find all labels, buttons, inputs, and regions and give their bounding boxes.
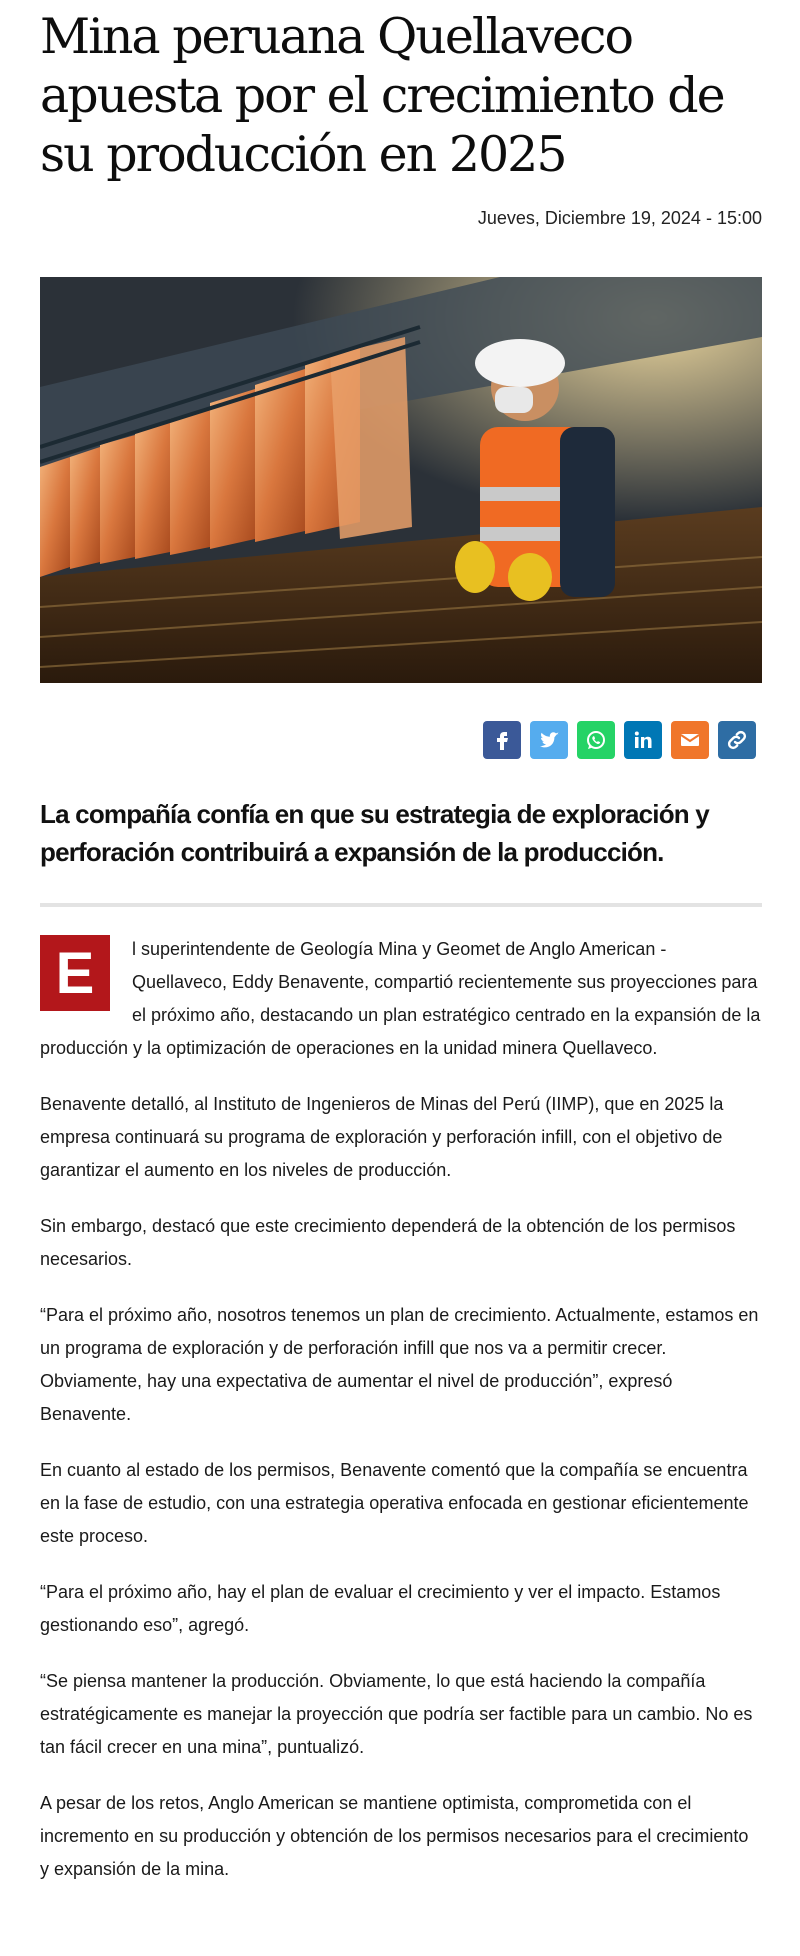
body-paragraph-text: l superintendente de Geología Mina y Geomet de Anglo American - Quellaveco, Eddy Benavente, compartió recientemente sus proyecciones para el próximo año, destacando un plan estratégico centrado en la expansión de la producción y la optimización de operaciones en la unidad minera Quellaveco. [40, 939, 761, 1058]
divider [40, 903, 762, 907]
link-icon [725, 728, 749, 752]
article-date: Jueves, Diciembre 19, 2024 - 15:00 [477, 208, 762, 228]
article-lead: La compañía confía en que su estrategia de exploración y perforación contribuirá a expansión de la producción. [40, 799, 709, 867]
article-title: Mina peruana Quellaveco apuesta por el crecimiento de su producción en 2025 [40, 8, 724, 183]
copper-refinery-illustration [40, 277, 762, 683]
email-icon [678, 728, 702, 752]
body-paragraph: A pesar de los retos, Anglo American se mantiene optimista, comprometida con el incremento en su producción y obtención de los permisos necesarios para el crecimiento y expansión de la mina. [40, 1793, 749, 1879]
facebook-share-button[interactable] [483, 721, 521, 759]
body-paragraph: Benavente detalló, al Instituto de Ingenieros de Minas del Perú (IIMP), que en 2025 la empresa continuará su programa de exploración y perforación infill, con el objetivo de garantizar el aumento en los niveles de producción. [40, 1094, 724, 1180]
whatsapp-icon [584, 728, 608, 752]
dropcap: E [40, 935, 110, 1011]
twitter-share-button[interactable] [530, 721, 568, 759]
article [40, 0, 762, 1909]
body-paragraph: “Para el próximo año, hay el plan de evaluar el crecimiento y ver el impacto. Estamos gestionando eso”, agregó. [40, 1582, 721, 1635]
twitter-icon [537, 728, 561, 752]
whatsapp-share-button[interactable] [577, 721, 615, 759]
facebook-icon [490, 728, 514, 752]
body-paragraph: En cuanto al estado de los permisos, Benavente comentó que la compañía se encuentra en la fase de estudio, con una estrategia operativa enfocada en gestionar eficientemente este proceso. [40, 1460, 749, 1546]
body-paragraph: “Para el próximo año, nosotros tenemos un plan de crecimiento. Actualmente, estamos en un programa de exploración y de perforación infill que nos va a permitir crecer. Obviamente, hay una expectativa de aumentar el nivel de producción”, expresó Benavente. [40, 1305, 759, 1424]
body-paragraph: “Se piensa mantener la producción. Obviamente, lo que está haciendo la compañía estratégicamente es manejar la proyección que podría ser factible para un cambio. No es tan fácil crecer en una mina”, puntualizó. [40, 1671, 753, 1757]
body-paragraph: Sin embargo, destacó que este crecimiento dependerá de la obtención de los permisos necesarios. [40, 1216, 736, 1269]
copy-link-button[interactable] [718, 721, 756, 759]
linkedin-share-button[interactable] [624, 721, 662, 759]
body-paragraph [40, 933, 762, 1065]
email-share-button[interactable] [671, 721, 709, 759]
share-bar [40, 721, 762, 761]
article-photo [40, 277, 762, 683]
article-body [40, 933, 762, 1886]
linkedin-icon [631, 728, 655, 752]
